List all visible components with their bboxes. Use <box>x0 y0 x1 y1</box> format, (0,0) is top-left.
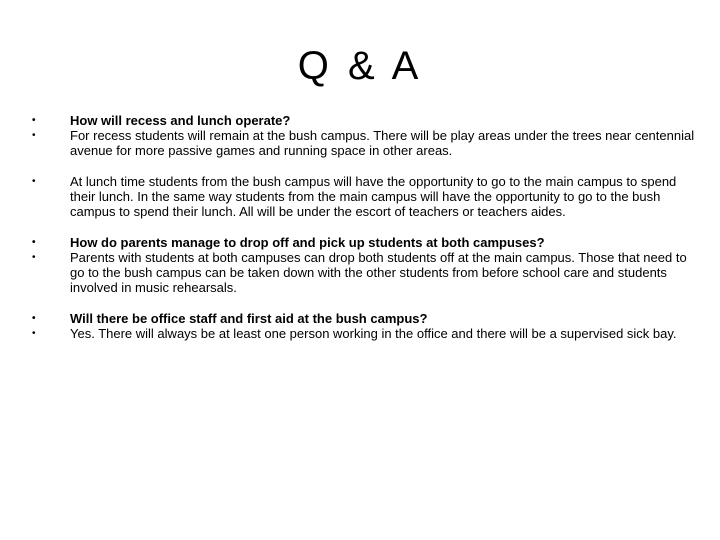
bullet-icon: • <box>32 115 36 126</box>
bullet-icon: • <box>32 130 36 141</box>
bullet-item-question <box>30 311 695 326</box>
bullet-icon: • <box>32 252 36 263</box>
bullet-item-answer <box>30 326 695 341</box>
question-text: How do parents manage to drop off and pick up students at both campuses? <box>70 235 545 250</box>
bullet-item-question <box>30 235 695 250</box>
answer-text: At lunch time students from the bush campus will have the opportunity to go to the main campus to spend their lunch. In the same way students from the main campus will have the opportunity to go to the bush campus to spend their lunch. All will be under the escort of teachers or teachers aides. <box>70 174 677 219</box>
bullet-icon: • <box>32 237 36 248</box>
answer-text: Yes. There will always be at least one person working in the office and there will be a supervised sick bay. <box>70 326 677 341</box>
question-text: How will recess and lunch operate? <box>70 113 291 128</box>
answer-text: Parents with students at both campuses can drop both students off at the main campus. Those that need to go to the bush campus can be taken down with the other students from before school care and students involved in music rehearsals. <box>70 250 687 295</box>
bullet-icon: • <box>32 176 36 187</box>
bullet-item-answer <box>30 128 695 158</box>
bullet-icon: • <box>32 313 36 324</box>
slide-body <box>30 113 695 341</box>
bullet-icon: • <box>32 328 36 339</box>
spacer <box>30 295 695 311</box>
bullet-item-answer <box>30 174 695 219</box>
spacer <box>30 219 695 235</box>
bullet-item-answer <box>30 250 695 295</box>
spacer <box>30 158 695 174</box>
slide-title: Q & A <box>297 44 423 88</box>
question-text: Will there be office staff and first aid at the bush campus? <box>70 311 428 326</box>
answer-text: For recess students will remain at the bush campus. There will be play areas under the trees near centennial avenue for more passive games and running space in other areas. <box>70 128 695 158</box>
bullet-item-question <box>30 113 695 128</box>
